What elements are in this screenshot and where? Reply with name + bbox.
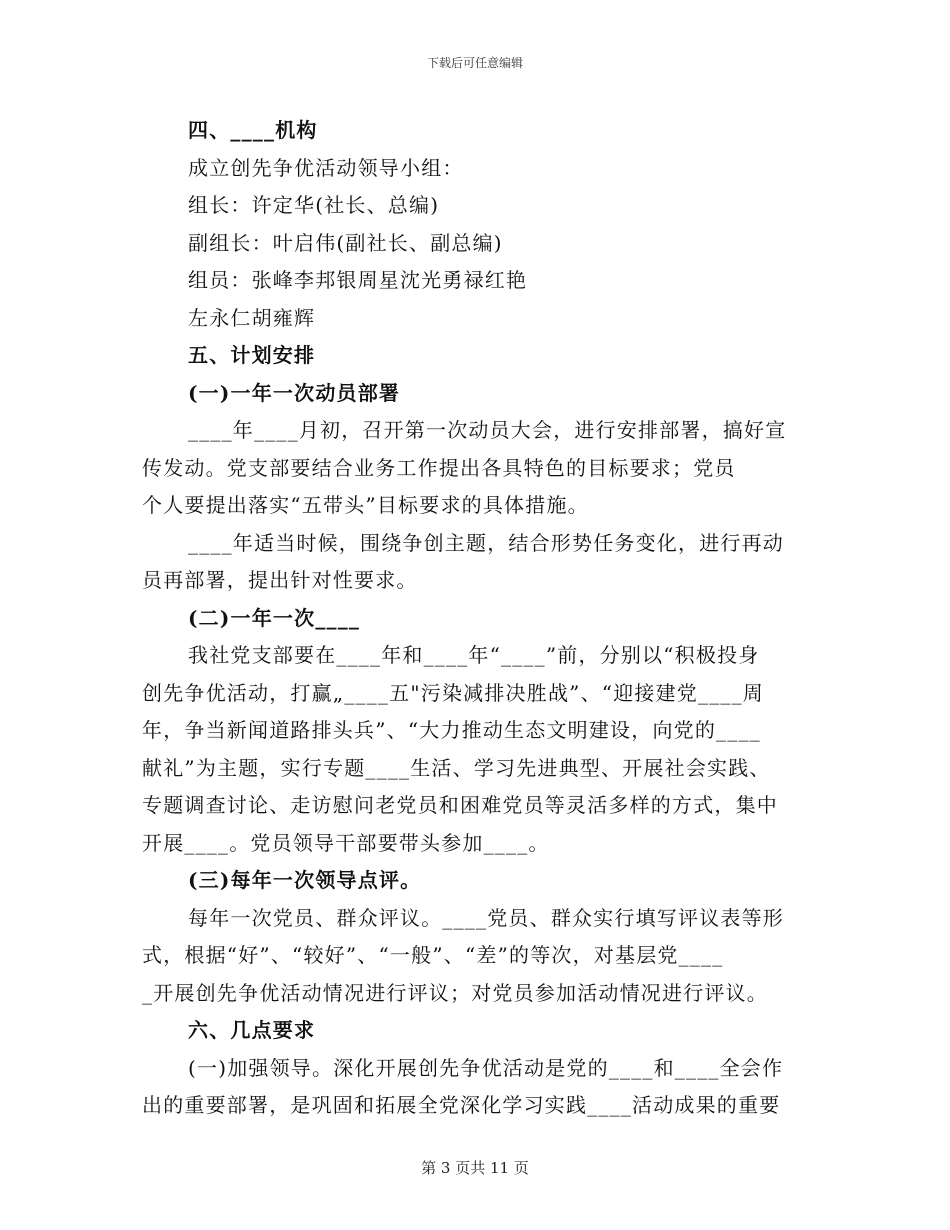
paragraph-line: 副组长：叶启伟(副社长、副总编) <box>188 230 503 255</box>
paragraph-line: 年，争当新闻道路排头兵”、“大力推动生态文明建设，向党的____ <box>142 718 761 742</box>
section-heading: (三)每年一次领导点评。 <box>188 868 422 892</box>
paragraph-line: 组长：许定华(社长、总编) <box>188 193 440 217</box>
document-body <box>142 112 798 1125</box>
section-heading: (一)一年一次动员部署 <box>188 380 401 405</box>
paragraph-line: 式，根据“好”、“较好”、“一般”、“差”的等次，对基层党____ <box>142 943 724 967</box>
page-header: 下载后可任意编辑 <box>426 56 523 70</box>
paragraph-line: 员再部署，提出针对性要求。 <box>142 568 418 592</box>
section-heading: 六、几点要求 <box>188 1018 316 1042</box>
page-footer: 第 3 页共 11 页 <box>421 1159 529 1177</box>
paragraph-line: (一)加强领导。深化开展创先争优活动是党的____和____全会作 <box>188 1055 784 1080</box>
paragraph-line: 传发动。党支部要结合业务工作提出各具特色的目标要求；党员 <box>142 455 736 480</box>
section-heading: 五、计划安排 <box>188 343 316 367</box>
section-heading: (二)一年一次____ <box>188 605 361 630</box>
paragraph-line: 左永仁胡雍辉 <box>188 305 316 330</box>
paragraph-line: 组员：张峰李邦银周星沈光勇禄红艳 <box>188 268 528 292</box>
paragraph-line: 创先争优活动，打赢„____五"污染减排决胜战”、“迎接建党____周 <box>142 680 765 705</box>
paragraph-line: 专题调查讨论、走访慰问老党员和困难党员等灵活多样的方式，集中 <box>142 793 778 817</box>
paragraph-line: 个人要提出落实“五带头”目标要求的具体措施。 <box>142 493 589 517</box>
paragraph-line: 出的重要部署，是巩固和拓展全党深化学习实践____活动成果的重要 <box>142 1093 781 1117</box>
section-heading: 四、____机构 <box>188 118 318 142</box>
paragraph-line: 我社党支部要在____年和____年“____”前，分别以“积极投身 <box>188 643 760 667</box>
paragraph-line: 献礼”为主题，实行专题____生活、学习先进典型、开展社会实践、 <box>142 755 771 780</box>
paragraph-line: 成立创先争优活动领导小组： <box>188 155 464 180</box>
paragraph-line: _开展创先争优活动情况进行评议；对党员参加活动情况进行评议。 <box>142 980 768 1005</box>
paragraph-line: 每年一次党员、群众评议。____党员、群众实行填写评议表等形 <box>188 905 784 930</box>
paragraph-line: ____年适当时候，围绕争创主题，结合形势任务变化，进行再动 <box>188 530 784 555</box>
paragraph-line: 开展____。党员领导干部要带头参加____。 <box>142 830 550 855</box>
paragraph-line: ____年____月初，召开第一次动员大会，进行安排部署，搞好宣 <box>188 418 787 442</box>
